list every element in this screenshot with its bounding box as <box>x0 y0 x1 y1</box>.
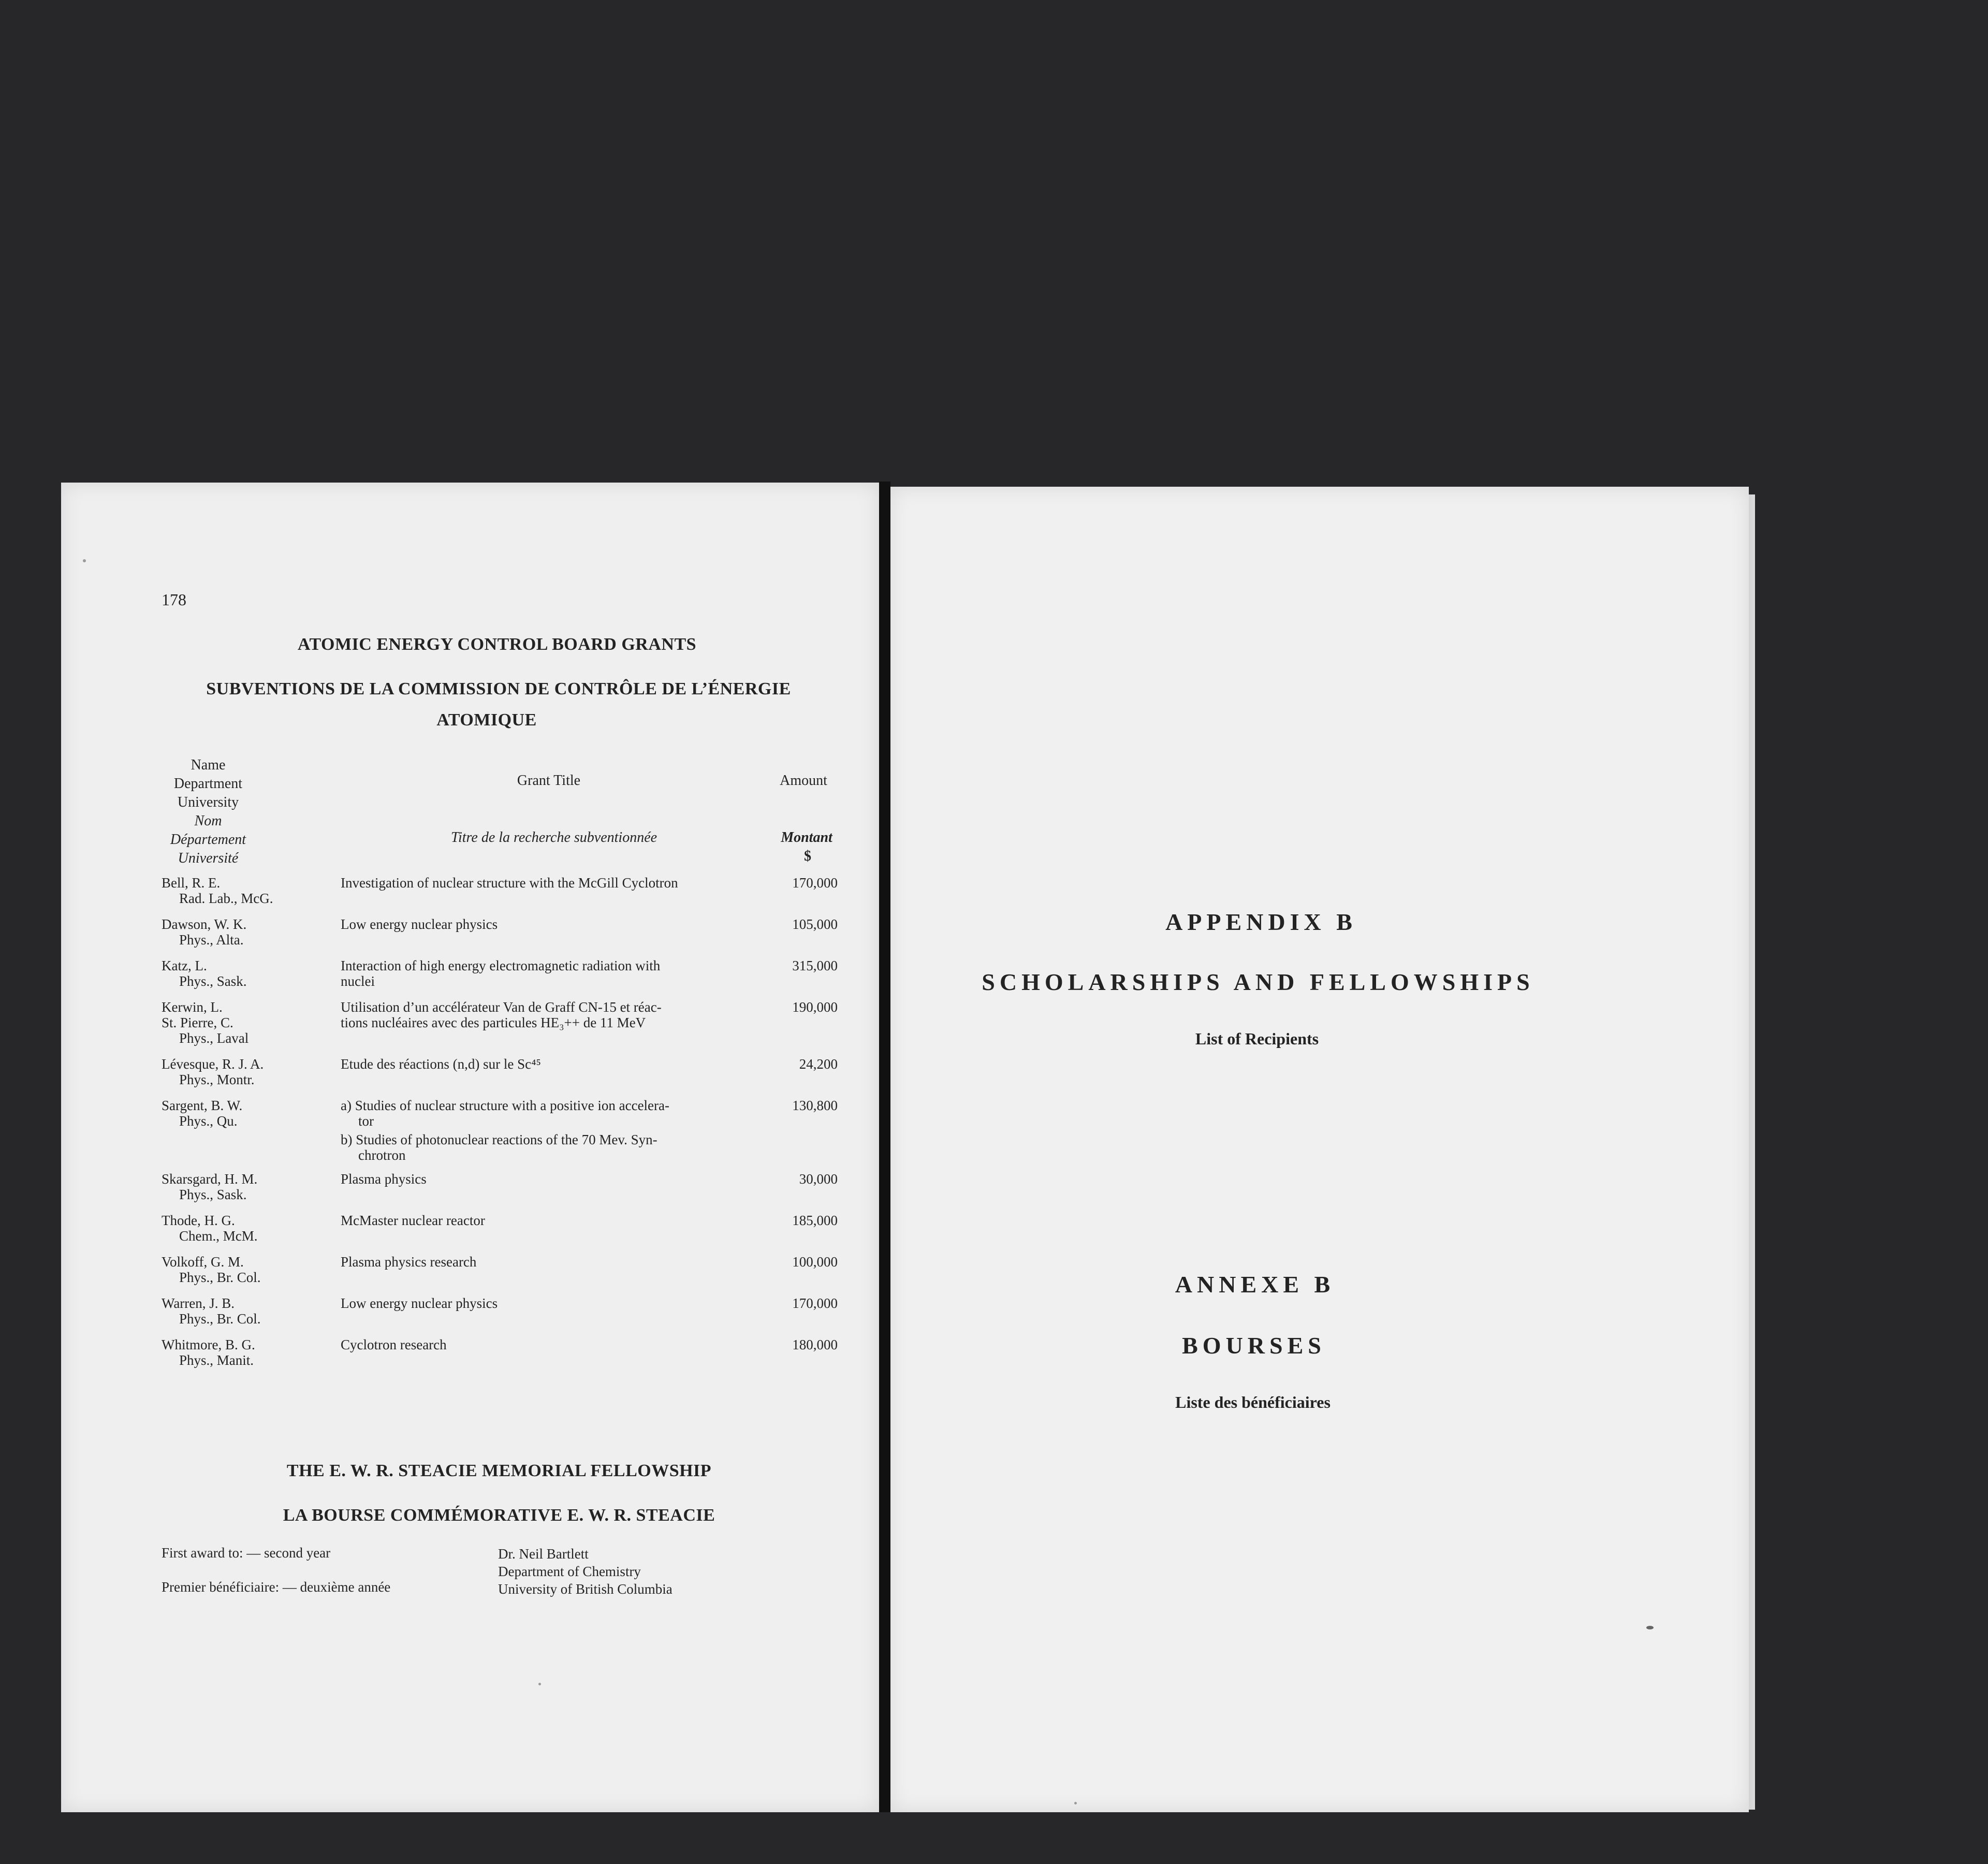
grant-title-line: b) Studies of photonuclear reactions of the 70 Mev. Syn- <box>341 1132 657 1147</box>
recipient-detail: Phys., Br. Col. <box>179 1311 261 1327</box>
grant-title-line: tor <box>358 1113 374 1129</box>
recipient-name: Skarsgard, H. M. <box>162 1171 258 1187</box>
grant-amount: 170,000 <box>792 1295 838 1311</box>
recipient-detail: Phys., Alta. <box>179 932 244 948</box>
grant-title-line: nuclei <box>341 973 375 989</box>
steacie-recipient <box>498 1545 673 1598</box>
heading-fr-line1: SUBVENTIONS DE LA COMMISSION DE CONTRÔLE DE L’ÉNERGIE <box>206 679 791 698</box>
subtitle-fr: Liste des bénéficiaires <box>1175 1393 1331 1411</box>
grant-title <box>341 1295 498 1311</box>
grant-title <box>341 1337 447 1352</box>
grant-recipient <box>162 875 273 906</box>
grant-title <box>341 958 660 989</box>
speck <box>538 1683 541 1685</box>
recipient-detail: Phys., Qu. <box>179 1113 238 1129</box>
grant-amount: 170,000 <box>792 875 838 891</box>
grant-recipient <box>162 1056 264 1087</box>
heading-fr-line2: ATOMIQUE <box>436 710 537 730</box>
recipient-name: Volkoff, G. M. <box>162 1254 244 1270</box>
recipient-name: Katz, L. <box>162 958 207 973</box>
grant-amount: 180,000 <box>792 1337 838 1352</box>
grant-title <box>341 1213 485 1228</box>
recipient-name: Bell, R. E. <box>162 875 221 891</box>
grant-amount: 30,000 <box>799 1171 838 1187</box>
page-number: 178 <box>162 590 186 609</box>
grant-amount: 100,000 <box>792 1254 838 1270</box>
header-grant-title: Grant Title <box>517 773 581 789</box>
grant-amount: 315,000 <box>792 958 838 973</box>
grant-title-line: Utilisation d’un accélérateur Van de Graff CN-15 et réac- <box>341 999 662 1015</box>
grant-title-line: Plasma physics research <box>341 1254 477 1270</box>
grant-amount: 190,000 <box>792 999 838 1015</box>
grant-recipient <box>162 1171 257 1202</box>
header-name: Name <box>191 757 226 773</box>
grant-recipient <box>162 1213 258 1244</box>
speck <box>1646 1626 1654 1629</box>
header-nom: Nom <box>194 813 222 829</box>
speck <box>1074 1802 1077 1804</box>
recipient-department: Department of Chemistry <box>498 1564 641 1579</box>
grant-title <box>341 1056 541 1072</box>
recipient-university: University of British Columbia <box>498 1581 673 1597</box>
header-amount: Amount <box>780 773 827 789</box>
grant-title-line: tions nucléaires avec des particules HE₃++ de 11 MeV <box>341 1015 646 1030</box>
recipient-detail: Phys., Br. Col. <box>179 1270 261 1285</box>
steacie-heading-fr: LA BOURSE COMMÉMORATIVE E. W. R. STEACIE <box>283 1506 715 1525</box>
grant-recipient <box>162 916 246 948</box>
grant-title <box>341 999 662 1030</box>
recipient-detail: Chem., McM. <box>179 1228 258 1244</box>
recipient-name: Dr. Neil Bartlett <box>498 1546 589 1562</box>
grant-amount: 185,000 <box>792 1213 838 1228</box>
header-university: University <box>177 794 239 810</box>
heading-en: ATOMIC ENERGY CONTROL BOARD GRANTS <box>297 635 697 654</box>
title-en: SCHOLARSHIPS AND FELLOWSHIPS <box>982 969 1534 995</box>
grant-title <box>341 1098 669 1163</box>
recipient-name: Sargent, B. W. <box>162 1098 243 1113</box>
grant-title <box>341 1171 427 1187</box>
grant-recipient <box>162 1337 255 1368</box>
header-currency: $ <box>804 848 811 864</box>
grant-title <box>341 1254 476 1270</box>
grant-amount: 130,800 <box>792 1098 838 1113</box>
grant-title <box>341 875 678 891</box>
recipient-detail: Phys., Manit. <box>179 1352 254 1368</box>
header-department: Department <box>173 776 243 792</box>
name-column-header <box>146 756 270 868</box>
grant-recipient <box>162 1295 261 1327</box>
recipient-name: Kerwin, L. <box>162 999 223 1015</box>
grant-recipient <box>162 1098 242 1129</box>
grant-title-line: Low energy nuclear physics <box>341 916 498 932</box>
recipient-detail: Phys., Sask. <box>179 1187 247 1202</box>
grant-title <box>341 916 498 932</box>
recipient-detail: Phys., Laval <box>179 1030 249 1046</box>
recipient-detail: St. Pierre, C. <box>162 1015 233 1030</box>
grant-amount: 105,000 <box>792 916 838 932</box>
subtitle-en: List of Recipients <box>1195 1029 1319 1048</box>
first-award-fr: Premier bénéficiaire: — deuxième année <box>162 1579 391 1595</box>
recipient-name: Thode, H. G. <box>162 1213 235 1228</box>
grant-title-line: Low energy nuclear physics <box>341 1295 498 1311</box>
book-gutter <box>879 482 890 1812</box>
title-fr: BOURSES <box>1182 1332 1326 1359</box>
grant-title-line: Investigation of nuclear structure with the McGill Cyclotron <box>341 875 678 891</box>
recipient-name: Dawson, W. K. <box>162 916 247 932</box>
grant-title-line: Plasma physics <box>341 1171 427 1187</box>
grant-recipient <box>162 958 247 989</box>
appendix-fr: ANNEXE B <box>1175 1271 1335 1298</box>
header-departement: Département <box>170 832 246 848</box>
steacie-heading-en: THE E. W. R. STEACIE MEMORIAL FELLOWSHIP <box>286 1461 712 1480</box>
recipient-detail: Rad. Lab., McG. <box>179 891 273 906</box>
speck <box>83 559 86 562</box>
grant-title-line: a) Studies of nuclear structure with a positive ion accelera- <box>341 1098 670 1113</box>
recipient-name: Whitmore, B. G. <box>162 1337 255 1352</box>
grant-title-line: Etude des réactions (n,d) sur le Sc⁴⁵ <box>341 1056 541 1072</box>
grant-title-line: McMaster nuclear reactor <box>341 1213 485 1228</box>
grant-recipient <box>162 999 248 1046</box>
grant-amount: 24,200 <box>799 1056 838 1072</box>
header-universite: Université <box>178 850 239 866</box>
grant-title-line: chrotron <box>358 1147 406 1163</box>
grant-title-line: Interaction of high energy electromagnetic radiation with <box>341 958 661 973</box>
header-titre: Titre de la recherche subventionnée <box>450 829 657 846</box>
header-montant: Montant <box>781 829 832 846</box>
recipient-name: Lévesque, R. J. A. <box>162 1056 264 1072</box>
grant-title-line: Cyclotron research <box>341 1337 447 1352</box>
recipient-name: Warren, J. B. <box>162 1295 235 1311</box>
first-award-en: First award to: — second year <box>162 1545 331 1561</box>
recipient-detail: Phys., Montr. <box>179 1072 255 1087</box>
recipient-detail: Phys., Sask. <box>179 973 247 989</box>
grant-recipient <box>162 1254 261 1285</box>
right-page <box>889 487 1749 1812</box>
appendix-en: APPENDIX B <box>1165 909 1357 935</box>
